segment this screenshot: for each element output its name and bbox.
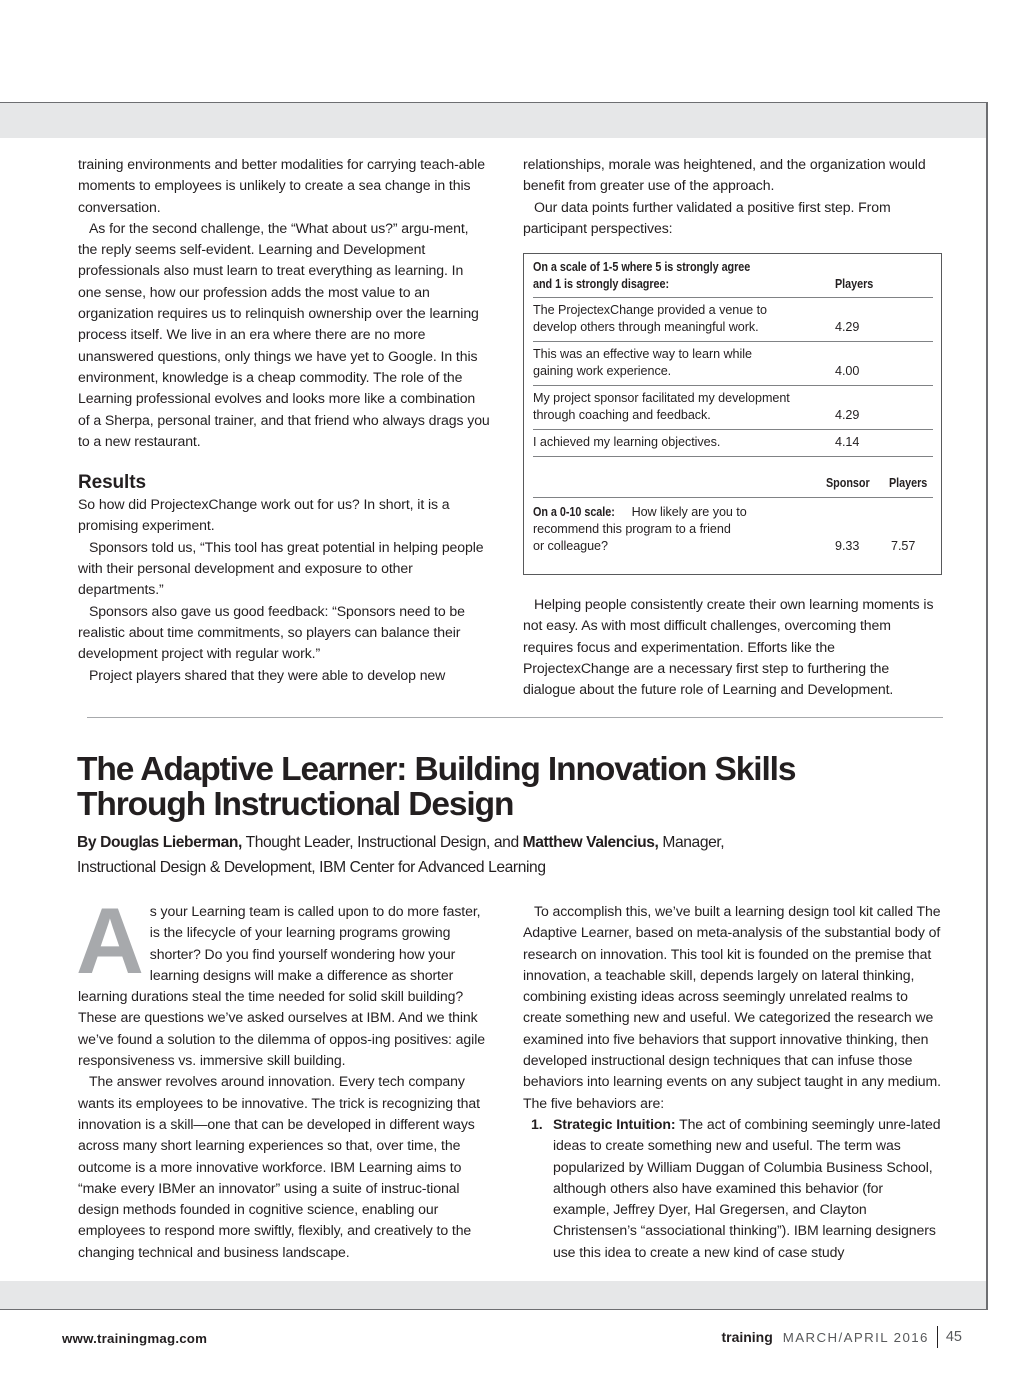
byline	[77, 830, 797, 880]
nps-question: recommend this program to a friend	[533, 522, 731, 537]
nps-question: How likely are you to	[631, 505, 747, 520]
survey-header-row	[533, 259, 933, 298]
nps-row	[533, 498, 933, 555]
list-item-text: The act of combining seemingly unre-lated ideas to create something new and useful. The term was popularized by William Duggan of Columbia Business School, although others also have examined this behavior (for example, Jeffrey Dyer, Hal Gregersen, and Clayton Christensen’s “associational thinking”). IBM learning designers use this idea to create a new kind of case study	[553, 1115, 941, 1260]
scale-label-line1: On a scale of 1-5 where 5 is strongly agree	[533, 260, 751, 275]
nps-header-row	[533, 457, 933, 498]
drop-cap: A	[76, 888, 144, 993]
column-2	[523, 154, 943, 701]
paragraph: training environments and better modalities for carrying teach-able moments to employees is unlikely to create a sea change in this conversation.	[78, 156, 485, 215]
paragraph: To accomplish this, we’ve built a learning design tool kit called The Adaptive Learner, based on meta-analysis of the substantial body of research on innovation. This tool kit is founded on the premise that innovation, a teachable skill, depends largely on lateral thinking, combining existing ideas across seemingly unrelated realms to create something new and useful. We categorized the research we examined into five behaviors that support innovative thinking, then developed instructional design techniques that can infuse those behaviors into learning events on any subject taught in any medium. The five behaviors are:	[523, 903, 941, 1111]
scale-label-line2: and 1 is strongly disagree:	[533, 277, 670, 292]
row-text: through coaching and feedback.	[533, 408, 711, 423]
nps-question: or colleague?	[533, 539, 608, 554]
row-text: The ProjectexChange provided a venue to	[533, 303, 767, 318]
footer-url: www.trainingmag.com	[62, 1331, 208, 1346]
row-text: I achieved my learning objectives.	[533, 435, 721, 450]
nps-players-score: 7.57	[891, 539, 916, 554]
paragraph: Sponsors also gave us good feedback: “Sponsors need to be realistic about time commitments, so players can balance their development project with regular work.”	[78, 602, 465, 662]
paragraph: Helping people consistently create their own learning moments is not easy. As with most difficult challenges, overcoming them requires focus and experimentation. Efforts like the ProjectexChange are a necessary first step to furthering the dialogue about the future role of Learning and Development.	[523, 596, 934, 698]
sponsor-header: Sponsor	[825, 476, 870, 491]
row-text: develop others through meaningful work.	[533, 320, 759, 335]
paragraph	[76, 888, 490, 1071]
author-role: Thought Leader, Instructional Design, and	[245, 834, 519, 851]
paragraph: Project players shared that they were able to develop new	[89, 666, 446, 683]
top-gray-band	[0, 103, 986, 138]
title-line: The Adaptive Learner: Building Innovation Skills	[77, 751, 796, 788]
paragraph-text: s your Learning team is called upon to do more faster, is the lifecycle of your learning programs growing shorter? Do you find yourself wondering how your learning designs will make a difference as shorter learning durations steal the time needed for solid skill building? These are questions we’ve asked ourselves at IBM. And we think we’ve found a solution to the dilemma of oppos-ing positives: agile responsiveness vs. immersive skill building.	[78, 903, 485, 1069]
title-line: Through Instructional Design	[77, 786, 514, 823]
players-score: 4.29	[835, 408, 860, 423]
section-divider	[87, 717, 943, 718]
nps-sponsor-score: 9.33	[835, 539, 860, 554]
author-org: Instructional Design & Development, IBM Center for Advanced Learning	[77, 859, 546, 876]
page-number: 45	[945, 1329, 962, 1345]
author-role: Manager,	[662, 834, 725, 851]
list-number: 1.	[531, 1115, 543, 1132]
paragraph: As for the second challenge, the “What about us?” argu-ment, the reply seems self-evident. Learning and Development professionals also must learn to treat everything as learning. In one sense, how our profession adds the most value to an organization requires us to relinquish ownership over the learning process itself. We live in an era where there are no more unanswered questions, only things we have yet to Google. In this environment, knowledge is a cheap commodity. The role of the Learning professional evolves and looks more like a combination of a Sherpa, personal trainer, and that friend who always drags you to a new restaurant.	[78, 219, 490, 449]
row-text: gaining work experience.	[533, 364, 672, 379]
column-3	[76, 888, 490, 1263]
players-score: 4.14	[835, 435, 860, 450]
nps-label: On a 0-10 scale:	[533, 505, 615, 520]
table-row	[533, 342, 933, 386]
paragraph: relationships, morale was heightened, and the organization would benefit from greater use of the approach.	[523, 156, 926, 194]
players-score: 4.00	[835, 364, 860, 379]
footer-separator	[937, 1326, 938, 1348]
survey-results-table	[523, 253, 942, 575]
article-title	[77, 752, 977, 822]
list-item-title: Strategic Intuition:	[553, 1115, 676, 1132]
by-label: By	[77, 834, 97, 851]
paragraph: Sponsors told us, “This tool has great potential in helping people with their personal development and exposure to other departments.”	[78, 538, 484, 598]
players-header: Players	[888, 476, 927, 491]
footer-right	[721, 1326, 962, 1348]
column-1	[78, 154, 490, 686]
players-score: 4.29	[835, 320, 860, 335]
author-name: Matthew Valencius,	[522, 834, 659, 851]
table-row	[533, 386, 933, 430]
magazine-name: training	[721, 1329, 773, 1345]
paragraph: So how did ProjectexChange work out for us? In short, it is a promising experiment.	[78, 496, 450, 534]
paragraph: Our data points further validated a positive first step. From participant perspectives:	[523, 198, 891, 236]
bottom-gray-band	[0, 1281, 986, 1309]
table-row	[533, 298, 933, 342]
column-4	[523, 901, 943, 1263]
players-header: Players	[835, 277, 874, 292]
row-text: My project sponsor facilitated my development	[533, 391, 790, 406]
paragraph: The answer revolves around innovation. Every tech company wants its employees to be innovative. The trick is recognizing that innovation is a skill—one that can be developed in different ways across many short learning experiences so that, over time, the outcome is a more innovative workforce. IBM Learning aims to “make every IBMer an innovator” using a suite of instruc-tional design methods founded in cognitive science, enabling our employees to respond more swiftly, flexibly, and creatively to the changing technical and business landscape.	[78, 1073, 480, 1260]
table-row	[533, 430, 933, 457]
list-item	[531, 1114, 943, 1263]
author-name: Douglas Lieberman,	[100, 834, 242, 851]
results-heading: Results	[78, 472, 146, 494]
issue-date: MARCH/APRIL 2016	[782, 1329, 929, 1345]
row-text: This was an effective way to learn while	[533, 347, 752, 362]
